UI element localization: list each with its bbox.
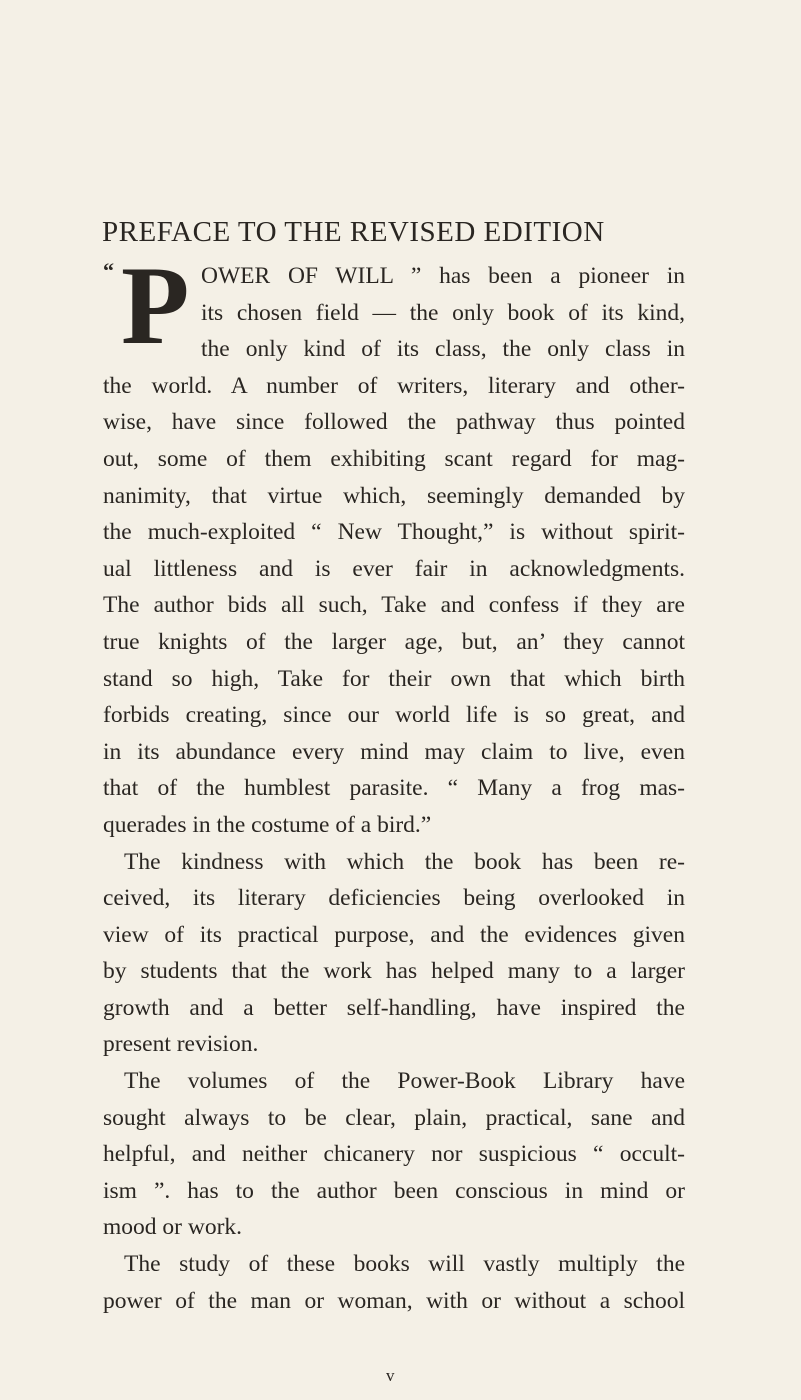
page-number: v bbox=[386, 1366, 395, 1385]
text-line: OWER OF WILL ” has been a pioneer in bbox=[201, 263, 685, 289]
text-line: stand so high, Take for their own that which birth bbox=[103, 665, 685, 692]
text-line: The study of these books will vastly multiply the bbox=[124, 1251, 685, 1278]
drop-cap-letter: P bbox=[121, 244, 188, 368]
text-line: by students that the work has helped many to a larger bbox=[103, 958, 685, 985]
text-line: in its abundance every mind may claim to live, even bbox=[103, 738, 685, 765]
text-line: nanimity, that virtue which, seemingly demanded by bbox=[103, 482, 685, 509]
paragraph-2 bbox=[103, 844, 685, 1064]
text-line: The volumes of the Power-Book Library have bbox=[124, 1068, 685, 1095]
paragraph-3 bbox=[103, 1063, 685, 1246]
text-line: power of the man or woman, with or without a school bbox=[103, 1287, 685, 1314]
paragraph-4 bbox=[103, 1246, 685, 1319]
text-line: the much-exploited “ New Thought,” is without spirit- bbox=[103, 519, 685, 546]
text-line: that of the humblest parasite. “ Many a frog mas- bbox=[103, 775, 685, 802]
text-line: sought always to be clear, plain, practical, sane and bbox=[103, 1104, 685, 1131]
text-line: the only kind of its class, the only class in bbox=[201, 336, 685, 363]
text-line: present revision. bbox=[103, 1031, 259, 1058]
text-line: mood or work. bbox=[103, 1214, 243, 1241]
opening-quote-mark: “ bbox=[103, 258, 114, 283]
text-line: ual littleness and is ever fair in acknowledgments. bbox=[103, 555, 685, 582]
page-heading: PREFACE TO THE REVISED EDITION bbox=[102, 216, 605, 248]
text-line: wise, have since followed the pathway thus pointed bbox=[103, 409, 685, 436]
text-line: true knights of the larger age, but, an’ they cannot bbox=[103, 628, 685, 655]
text-line: forbids creating, since our world life is so great, and bbox=[103, 702, 685, 729]
text-line: its chosen field — the only book of its kind, bbox=[201, 299, 685, 326]
preface-body bbox=[103, 244, 685, 1319]
text-line: The author bids all such, Take and confess if they are bbox=[103, 592, 685, 619]
text-line: ism ”. has to the author been conscious in mind or bbox=[103, 1177, 685, 1204]
text-line: The kindness with which the book has been re- bbox=[124, 848, 685, 875]
text-line: growth and a better self-handling, have inspired the bbox=[103, 994, 685, 1021]
paragraph-1 bbox=[103, 244, 685, 844]
text-line: the world. A number of writers, literary and other- bbox=[103, 372, 685, 399]
text-line: ceived, its literary deficiencies being overlooked in bbox=[103, 885, 685, 912]
text-line: helpful, and neither chicanery nor suspicious “ occult- bbox=[103, 1141, 685, 1168]
text-line: view of its practical purpose, and the evidences given bbox=[103, 921, 685, 948]
text-line: querades in the costume of a bird.” bbox=[103, 811, 432, 838]
text-line: out, some of them exhibiting scant regard for mag- bbox=[103, 445, 685, 472]
